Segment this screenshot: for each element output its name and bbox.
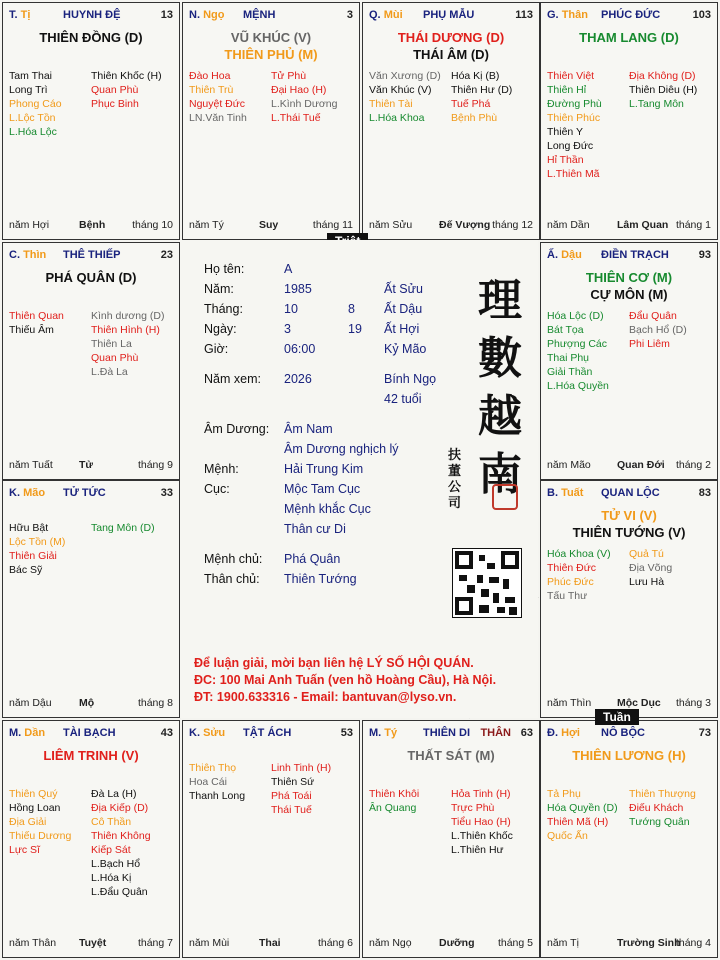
minor-star: Long Trì — [9, 84, 48, 96]
palace-year: năm Thân — [9, 937, 57, 949]
minor-star: Tang Môn (D) — [91, 522, 155, 534]
palace-number: 33 — [160, 487, 173, 499]
main-star: VŨ KHÚC (V) — [230, 30, 312, 45]
minor-star: Thiếu Âm — [9, 324, 54, 336]
center-lunar: Bính Ngọ — [384, 372, 437, 386]
minor-star: L.Đà La — [91, 366, 128, 378]
palace-year: năm Dần — [547, 219, 590, 231]
minor-star: Phi Liêm — [629, 338, 670, 350]
minor-star: L.Thiên Khốc — [451, 830, 513, 842]
main-stars — [545, 507, 713, 541]
palace-number: 53 — [340, 727, 353, 739]
minor-star: Thiên Khốc (H) — [91, 70, 162, 82]
minor-star: L.Hóa Kị — [91, 872, 132, 884]
minor-star: Phong Cáo — [9, 98, 62, 110]
palace-mao — [2, 480, 180, 718]
minor-star: Thiên Thượng — [629, 788, 696, 800]
palace-month: tháng 12 — [492, 219, 533, 231]
center-value: Thân cư Di — [284, 522, 346, 536]
palace-year: năm Thìn — [547, 697, 592, 709]
palace-number: 43 — [160, 727, 173, 739]
palace-header — [547, 727, 711, 743]
palace-header — [547, 9, 711, 25]
minor-star: Thái Tuế — [271, 804, 312, 816]
palace-year: năm Mão — [547, 459, 591, 471]
palace-month: tháng 11 — [312, 219, 353, 231]
palace-number: 83 — [698, 487, 711, 499]
red-seal-icon — [492, 484, 518, 510]
minor-stars — [9, 521, 173, 577]
palace-footer — [189, 219, 353, 233]
center-label: Năm xem: — [204, 372, 261, 386]
palace-month: tháng 3 — [675, 697, 711, 709]
minor-star: Thiên Mã (H) — [547, 816, 609, 828]
minor-star: Tướng Quân — [629, 816, 690, 828]
minor-star: L.Kình Dương — [271, 98, 338, 110]
minor-star: Thiếu Dương — [9, 830, 72, 842]
minor-star: Thiên Trù — [189, 84, 234, 96]
minor-star: Lực Sĩ — [9, 844, 40, 856]
palace-name: TÀI BẠCH — [63, 727, 116, 739]
palace-ti — [2, 2, 180, 240]
palace-branch: C. Thìn — [9, 249, 47, 261]
minor-star: Thiên La — [91, 338, 132, 350]
minor-stars — [369, 69, 533, 125]
center-lunar-num: 19 — [348, 322, 362, 336]
center-value: Hải Trung Kim — [284, 462, 364, 476]
palace-header — [189, 727, 353, 743]
center-value: Mộc Tam Cục — [284, 482, 361, 496]
center-label: Tháng: — [204, 302, 243, 316]
minor-star: Phượng Các — [547, 338, 608, 350]
main-stars — [7, 29, 175, 46]
center-label: Giờ: — [204, 342, 229, 356]
palace-stage: Mộ — [79, 697, 95, 709]
palace-month: tháng 10 — [132, 219, 173, 231]
minor-star: Văn Xương (D) — [369, 70, 441, 82]
minor-star: Long Đức — [547, 140, 594, 152]
palace-header — [9, 249, 173, 265]
palace-month: tháng 2 — [675, 459, 711, 471]
minor-star: Địa Không (D) — [629, 70, 696, 82]
palace-header — [547, 249, 711, 265]
palace-year: năm Tuất — [9, 459, 53, 471]
palace-number: 63 — [520, 727, 533, 739]
palace-header — [369, 9, 533, 25]
palace-footer — [9, 697, 173, 711]
minor-star: Nguyệt Đức — [189, 98, 246, 110]
minor-star: Thiên Phúc — [547, 112, 601, 124]
main-star: THÁI DƯƠNG (D) — [397, 30, 505, 45]
minor-star: Hóa Kị (B) — [451, 70, 500, 82]
palace-name: THÊ THIẾP — [63, 249, 121, 261]
minor-star: Điếu Khách — [629, 802, 684, 814]
center-lunar: 42 tuổi — [384, 392, 422, 406]
contact-line3: ĐT: 1900.633316 - Email: bantuvan@lyso.vn. — [194, 690, 457, 704]
center-label: Mệnh chủ: — [204, 552, 263, 566]
minor-star: Trực Phù — [451, 802, 495, 814]
palace-year: năm Tị — [547, 937, 579, 949]
main-stars — [367, 29, 535, 63]
center-label: Cục: — [204, 482, 230, 496]
minor-star: LN.Văn Tinh — [189, 112, 247, 124]
minor-star: Tử Phù — [271, 70, 307, 82]
minor-stars — [9, 309, 173, 379]
palace-branch: Đ. Hợi — [547, 727, 580, 739]
minor-stars — [369, 787, 533, 857]
palace-number: 73 — [698, 727, 711, 739]
palace-header — [369, 727, 533, 743]
center-value: Âm Nam — [284, 422, 333, 436]
minor-star: Thiên Sứ — [271, 776, 315, 788]
minor-stars — [547, 787, 711, 843]
palace-name: PHỤ MẪU — [423, 9, 475, 21]
palace-thin — [2, 242, 180, 480]
minor-star: Địa Kiếp (D) — [91, 802, 149, 814]
center-lunar: Ất Hợi — [384, 322, 420, 336]
main-star: CỰ MÔN (M) — [590, 287, 668, 302]
palace-month: tháng 9 — [137, 459, 173, 471]
center-value: Mệnh khắc Cục — [284, 502, 371, 516]
palace-month: tháng 7 — [137, 937, 173, 949]
minor-star: Thiên Việt — [547, 70, 595, 82]
minor-star: Hồng Loan — [9, 802, 61, 814]
palace-name: HUYNH ĐỆ — [63, 9, 121, 21]
center-value: 3 — [284, 322, 291, 336]
palace-month: tháng 6 — [317, 937, 353, 949]
minor-star: Quốc Ấn — [547, 830, 588, 842]
palace-hoi — [540, 720, 718, 958]
contact-line1: Để luận giải, mời bạn liên hệ LÝ SỐ HỘI QUÁN. — [194, 656, 474, 670]
palace-year: năm Tý — [189, 219, 224, 231]
palace-footer — [189, 937, 353, 951]
palace-tuat — [540, 480, 718, 718]
minor-star: Hỏa Tinh (H) — [451, 788, 511, 800]
minor-stars — [189, 761, 353, 817]
center-lunar: Kỷ Mão — [384, 342, 427, 356]
logo-char: 南 — [478, 449, 522, 500]
palace-number: 3 — [346, 9, 353, 21]
palace-branch: K. Mão — [9, 487, 46, 499]
logo-char: 越 — [478, 391, 522, 442]
palace-footer — [369, 937, 533, 951]
minor-star: L.Đẩu Quân — [91, 886, 148, 898]
palace-dau — [540, 242, 718, 480]
minor-star: Tấu Thư — [547, 590, 588, 602]
minor-star: Quan Phù — [91, 84, 139, 96]
minor-star: Địa Võng — [629, 562, 673, 574]
center-label: Năm: — [204, 282, 234, 296]
minor-star: Thiên Hư (D) — [451, 84, 513, 96]
logo-char: 理 — [478, 275, 522, 326]
main-star: THẤT SÁT (M) — [407, 748, 495, 763]
minor-star: L.Thiên Hư — [451, 844, 504, 856]
palace-ngo — [182, 2, 360, 240]
minor-star: Thiên Giải — [9, 550, 57, 562]
minor-star: Phá Toái — [271, 790, 312, 802]
minor-stars — [547, 69, 711, 181]
palace-number: 103 — [692, 9, 711, 21]
minor-star: L.Lộc Tồn — [9, 112, 56, 124]
minor-star: Hóa Khoa (V) — [547, 548, 611, 560]
center-lunar: Ất Sửu — [384, 282, 423, 296]
minor-star: Ân Quang — [369, 802, 417, 814]
palace-stage: Dưỡng — [439, 937, 475, 949]
center-label: Ngày: — [204, 322, 237, 336]
palace-name: ĐIỀN TRẠCH — [601, 249, 669, 261]
minor-star: Thiên Khôi — [369, 788, 420, 800]
minor-star: Bệnh Phù — [451, 112, 498, 124]
minor-star: Thanh Long — [189, 790, 246, 802]
center-lunar: Ất Dậu — [384, 302, 423, 316]
palace-header — [9, 487, 173, 503]
palace-name: PHÚC ĐỨC — [601, 9, 661, 21]
palace-branch: Ấ. Dậu — [547, 249, 582, 261]
minor-star: Linh Tinh (H) — [271, 762, 332, 774]
minor-star: Lưu Hà — [629, 576, 665, 588]
center-value: 1985 — [284, 282, 312, 296]
palace-branch: K. Sửu — [189, 727, 226, 739]
palace-mui — [362, 2, 540, 240]
minor-star: Đà La (H) — [91, 788, 137, 800]
palace-name: NÔ BỘC — [601, 727, 645, 739]
center-value: 10 — [284, 302, 298, 316]
minor-star: Thiên Quý — [9, 788, 58, 800]
center-value: A — [284, 262, 293, 276]
palace-ty — [362, 720, 540, 958]
palace-header — [189, 9, 353, 25]
palace-branch: N. Ngọ — [189, 9, 225, 21]
palace-footer — [547, 459, 711, 473]
palace-number: 113 — [515, 9, 533, 21]
main-stars — [7, 747, 175, 764]
minor-star: Văn Khúc (V) — [369, 84, 432, 96]
center-label: Thân chủ: — [204, 572, 260, 586]
minor-star: Hữu Bật — [9, 522, 49, 534]
palace-footer — [9, 459, 173, 473]
minor-star: Quả Tú — [629, 548, 664, 560]
minor-star: L.Tang Môn — [629, 98, 684, 110]
main-stars — [545, 747, 713, 764]
palace-header — [9, 9, 173, 25]
palace-stage: Trường Sinh — [617, 937, 681, 949]
minor-stars — [547, 309, 711, 393]
palace-branch: B. Tuất — [547, 487, 584, 499]
minor-star: Kiếp Sát — [91, 844, 131, 856]
tuan-tag: Tuần — [595, 709, 639, 725]
minor-star: Tuế Phá — [451, 98, 491, 110]
minor-star: Thiên Thọ — [189, 762, 237, 774]
minor-star: Phục Binh — [91, 98, 139, 110]
logo-char: 數 — [478, 333, 522, 384]
center-label: Âm Dương: — [204, 422, 270, 436]
main-star: THAM LANG (D) — [579, 30, 679, 45]
minor-star: Đường Phù — [547, 98, 602, 110]
palace-stage: Tuyệt — [79, 937, 107, 949]
palace-name: QUAN LỘC — [601, 487, 660, 499]
palace-footer — [9, 937, 173, 951]
minor-star: Địa Giải — [9, 816, 47, 828]
main-star: THIÊN CƠ (M) — [585, 270, 673, 285]
main-star: THIÊN TƯỚNG (V) — [572, 525, 686, 540]
qr-code-icon[interactable] — [452, 548, 522, 618]
center-value: Thiên Tướng — [284, 572, 357, 586]
main-stars — [187, 29, 355, 63]
main-stars — [367, 747, 535, 764]
main-star: THIÊN PHỦ (M) — [224, 47, 318, 62]
palace-year: năm Mùi — [189, 937, 230, 949]
minor-star: L.Bạch Hổ — [91, 858, 141, 870]
seal-stamp: 扶董公司 — [448, 448, 462, 511]
center-label: Họ tên: — [204, 262, 245, 276]
contact-line2: ĐC: 100 Mai Anh Tuấn (ven hồ Hoàng Cầu), Hà Nội. — [194, 673, 497, 687]
palace-year: năm Sửu — [369, 219, 413, 231]
minor-star: Thiên Diêu (H) — [629, 84, 698, 96]
palace-month: tháng 1 — [675, 219, 711, 231]
palace-number: 23 — [160, 249, 173, 261]
minor-star: Quan Phù — [91, 352, 139, 364]
minor-star: Thiên Y — [547, 126, 583, 138]
minor-stars — [189, 69, 353, 125]
main-star: LIÊM TRINH (V) — [43, 748, 139, 763]
palace-dan — [2, 720, 180, 958]
palace-month: tháng 5 — [497, 937, 533, 949]
palace-stage: Mộc Dục — [617, 697, 661, 709]
palace-header — [9, 727, 173, 743]
palace-year: năm Hợi — [9, 219, 50, 231]
palace-stage: Lâm Quan — [617, 219, 669, 231]
palace-month: tháng 8 — [137, 697, 173, 709]
minor-star: Tả Phụ — [547, 788, 581, 800]
minor-star: L.Hóa Lộc — [9, 126, 57, 138]
minor-star: Thiên Tài — [369, 98, 413, 110]
center-value: Phá Quân — [284, 552, 341, 566]
minor-star: Thiên Không — [91, 830, 151, 842]
palace-branch: M. Tý — [369, 727, 398, 739]
center-label: Mệnh: — [204, 462, 239, 476]
palace-footer — [9, 219, 173, 233]
minor-star: L.Hóa Quyền — [547, 380, 609, 392]
main-star: THÁI ÂM (D) — [413, 47, 489, 62]
minor-star: Tiểu Hao (H) — [451, 816, 511, 828]
palace-number: 13 — [160, 9, 173, 21]
minor-star: Tam Thai — [9, 70, 52, 82]
center-value: 06:00 — [284, 342, 316, 356]
palace-than — [540, 2, 718, 240]
minor-star: Thai Phụ — [547, 352, 590, 364]
minor-star: Hỉ Thần — [547, 154, 584, 166]
palace-footer — [547, 937, 711, 951]
palace-stage: Suy — [259, 219, 279, 231]
palace-branch: T. Tị — [9, 9, 31, 21]
palace-name: MỆNH — [243, 9, 276, 21]
minor-star: L.Thiên Mã — [547, 168, 600, 180]
minor-star: L.Hóa Khoa — [369, 112, 425, 124]
palace-suu — [182, 720, 360, 958]
palace-number: 93 — [698, 249, 711, 261]
palace-stage: Tử — [79, 459, 94, 471]
minor-star: Đào Hoa — [189, 70, 231, 82]
minor-star: Thiên Đức — [547, 562, 597, 574]
main-stars — [545, 29, 713, 46]
minor-star: Đẩu Quân — [629, 310, 677, 322]
minor-star: Thiên Hình (H) — [91, 324, 160, 336]
minor-star: Phúc Đức — [547, 576, 594, 588]
minor-star: Bác Sỹ — [9, 564, 43, 576]
than-label: THÂN — [480, 727, 511, 739]
palace-branch: M. Dần — [9, 727, 46, 739]
minor-star: Đại Hao (H) — [271, 84, 327, 96]
ly-so-viet-nam-logo — [470, 272, 530, 504]
palace-footer — [547, 219, 711, 233]
palace-stage: Bệnh — [79, 219, 106, 231]
center-lunar-num: 8 — [348, 302, 355, 316]
minor-star: Thiên Hỉ — [547, 84, 587, 96]
main-star: PHÁ QUÂN (D) — [45, 270, 137, 285]
minor-star: Cô Thần — [91, 816, 132, 828]
palace-month: tháng 4 — [675, 937, 711, 949]
minor-star: L.Thái Tuế — [271, 112, 321, 124]
minor-star: Hoa Cái — [189, 776, 227, 788]
palace-name: TẬT ÁCH — [243, 727, 292, 739]
minor-star: Bạch Hổ (D) — [629, 324, 687, 336]
minor-star: Thiên Quan — [9, 310, 64, 322]
palace-stage: Đế Vượng — [439, 219, 491, 231]
palace-year: năm Dậu — [9, 697, 52, 709]
palace-stage: Quan Đới — [617, 459, 665, 471]
minor-stars — [9, 69, 173, 139]
palace-footer — [369, 219, 533, 233]
palace-year: năm Ngọ — [369, 937, 412, 949]
minor-star: Giải Thần — [547, 366, 593, 378]
main-star: THIÊN ĐỒNG (D) — [39, 30, 143, 45]
minor-star: Lộc Tồn (M) — [9, 536, 66, 548]
center-value: Âm Dương nghịch lý — [284, 442, 399, 456]
main-stars — [545, 269, 713, 303]
palace-header — [547, 487, 711, 503]
palace-stage: Thai — [259, 937, 281, 949]
palace-branch: Q. Mùi — [369, 9, 403, 21]
minor-star: Hóa Lộc (D) — [547, 310, 604, 322]
center-value: 2026 — [284, 372, 312, 386]
main-star: THIÊN LƯƠNG (H) — [572, 748, 686, 763]
minor-star: Kình dương (D) — [91, 310, 165, 322]
minor-star: Bát Tọa — [547, 324, 584, 336]
palace-branch: G. Thân — [547, 9, 588, 21]
palace-name: TỬ TỨC — [63, 487, 106, 499]
minor-stars — [547, 547, 711, 603]
main-star: TỬ VI (V) — [601, 508, 657, 523]
minor-stars — [9, 787, 173, 899]
palace-name: THIÊN DI — [423, 727, 471, 739]
main-stars — [7, 269, 175, 286]
minor-star: Hóa Quyền (D) — [547, 802, 618, 814]
